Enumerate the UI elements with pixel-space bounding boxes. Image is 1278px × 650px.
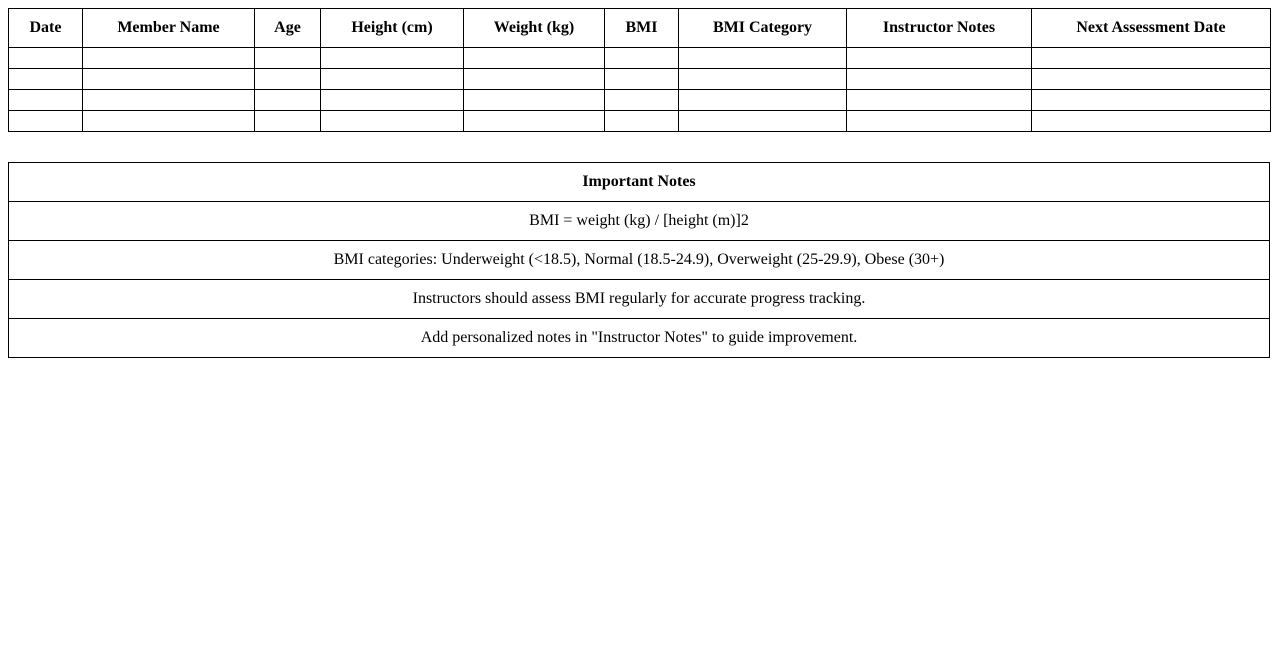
table-cell[interactable] <box>464 69 605 90</box>
table-cell[interactable] <box>321 48 464 69</box>
table-cell[interactable] <box>1032 111 1271 132</box>
bmi-tracking-table <box>8 8 1271 132</box>
table-cell[interactable] <box>847 69 1032 90</box>
table-cell[interactable] <box>605 90 679 111</box>
important-notes-table <box>8 162 1270 358</box>
table-cell[interactable] <box>83 90 255 111</box>
note-row <box>9 241 1270 280</box>
note-row <box>9 202 1270 241</box>
note-bmi-categories: BMI categories: Underweight (<18.5), Normal (18.5-24.9), Overweight (25-29.9), Obese (30+) <box>9 241 1270 280</box>
table-cell[interactable] <box>1032 48 1271 69</box>
table-cell[interactable] <box>9 90 83 111</box>
note-row <box>9 319 1270 358</box>
table-cell[interactable] <box>321 90 464 111</box>
note-personalized-notes: Add personalized notes in "Instructor Notes" to guide improvement. <box>9 319 1270 358</box>
notes-header-row <box>9 163 1270 202</box>
table-cell[interactable] <box>255 69 321 90</box>
column-header-next-assessment-date: Next Assessment Date <box>1032 9 1271 48</box>
table-cell[interactable] <box>321 111 464 132</box>
table-cell[interactable] <box>9 111 83 132</box>
notes-title: Important Notes <box>9 163 1270 202</box>
table-cell[interactable] <box>255 48 321 69</box>
table-cell[interactable] <box>464 111 605 132</box>
column-header-bmi: BMI <box>605 9 679 48</box>
table-cell[interactable] <box>464 48 605 69</box>
column-header-member-name: Member Name <box>83 9 255 48</box>
column-header-weight: Weight (kg) <box>464 9 605 48</box>
note-row <box>9 280 1270 319</box>
table-header-row <box>9 9 1271 48</box>
table-cell[interactable] <box>679 48 847 69</box>
table-cell[interactable] <box>605 111 679 132</box>
table-cell[interactable] <box>847 111 1032 132</box>
table-cell[interactable] <box>605 48 679 69</box>
column-header-date: Date <box>9 9 83 48</box>
table-cell[interactable] <box>9 69 83 90</box>
column-header-height: Height (cm) <box>321 9 464 48</box>
table-row <box>9 111 1271 132</box>
table-cell[interactable] <box>9 48 83 69</box>
table-cell[interactable] <box>255 111 321 132</box>
table-cell[interactable] <box>679 111 847 132</box>
table-cell[interactable] <box>1032 69 1271 90</box>
table-cell[interactable] <box>605 69 679 90</box>
table-row <box>9 90 1271 111</box>
column-header-bmi-category: BMI Category <box>679 9 847 48</box>
table-cell[interactable] <box>83 69 255 90</box>
table-cell[interactable] <box>321 69 464 90</box>
table-cell[interactable] <box>679 90 847 111</box>
column-header-instructor-notes: Instructor Notes <box>847 9 1032 48</box>
table-cell[interactable] <box>464 90 605 111</box>
table-row <box>9 48 1271 69</box>
table-cell[interactable] <box>1032 90 1271 111</box>
column-header-age: Age <box>255 9 321 48</box>
note-bmi-formula: BMI = weight (kg) / [height (m)]2 <box>9 202 1270 241</box>
table-cell[interactable] <box>847 90 1032 111</box>
table-cell[interactable] <box>83 48 255 69</box>
table-row <box>9 69 1271 90</box>
table-cell[interactable] <box>679 69 847 90</box>
table-cell[interactable] <box>847 48 1032 69</box>
note-assess-regularly: Instructors should assess BMI regularly for accurate progress tracking. <box>9 280 1270 319</box>
table-cell[interactable] <box>83 111 255 132</box>
table-cell[interactable] <box>255 90 321 111</box>
